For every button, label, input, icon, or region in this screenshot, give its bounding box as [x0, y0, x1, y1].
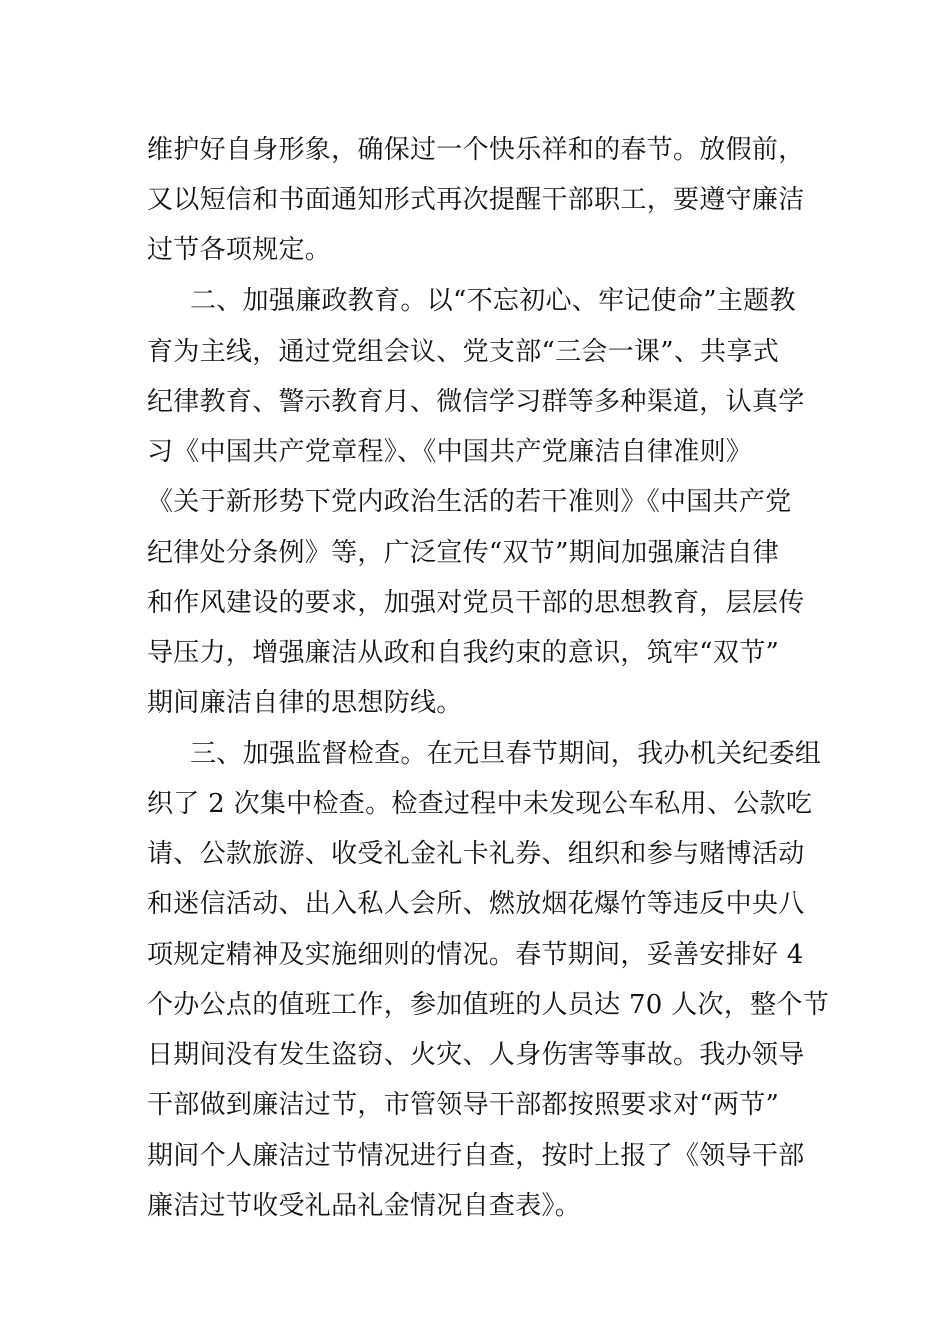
- body-text-line: 请、公款旅游、收受礼金礼卡礼券、组织和参与赌博活动: [147, 839, 805, 869]
- body-text-line: 项规定精神及实施细则的情况。春节期间，妥善安排好 4: [147, 940, 804, 970]
- body-text-line: 《关于新形势下党内政治生活的若干准则》《中国共产党: [147, 487, 792, 517]
- body-text-line: 干部做到廉洁过节，市管领导干部都按照要求对“两节”: [147, 1090, 780, 1120]
- body-text-line: 织了 2 次集中检查。检查过程中未发现公车私用、公款吃: [147, 789, 813, 819]
- body-text-line: 育为主线，通过党组会议、党支部“三会一课”、共享式: [147, 337, 780, 367]
- section-heading-line: 三、加强监督检查。在元旦春节期间，我办机关纪委组: [190, 739, 822, 769]
- body-text-line: 又以短信和书面通知形式再次提醒干部职工，要遵守廉洁: [147, 185, 805, 215]
- body-text-line: 导压力，增强廉洁从政和自我约束的意识，筑牢“双节”: [147, 638, 780, 668]
- body-text-line: 廉洁过节收受礼品礼金情况自查表》。: [147, 1191, 582, 1221]
- body-text-line: 过节各项规定。: [147, 235, 332, 265]
- body-text-line: 日期间没有发生盗窃、火灾、人身伤害等事故。我办领导: [147, 1040, 805, 1070]
- body-text-line: 纪律教育、警示教育月、微信学习群等多种渠道，认真学: [147, 387, 805, 417]
- body-text-line: 和作风建设的要求，加强对党员干部的思想教育，层层传: [147, 588, 805, 618]
- body-text-line: 习《中国共产党章程》、《中国共产党廉洁自律准则》: [147, 437, 753, 467]
- body-text-line: 期间廉洁自律的思想防线。: [147, 688, 463, 718]
- body-text-line: 期间个人廉洁过节情况进行自查，按时上报了《领导干部: [147, 1141, 805, 1171]
- section-heading-line: 二、加强廉政教育。以“不忘初心、牢记使命”主题教: [190, 286, 796, 316]
- body-text-line: 维护好自身形象，确保过一个快乐祥和的春节。放假前，: [147, 135, 805, 165]
- body-text-line: 纪律处分条例》等，广泛宣传“双节”期间加强廉洁自律: [147, 538, 780, 568]
- body-text-line: 个办公点的值班工作，参加值班的人员达 70 人次，整个节: [147, 990, 830, 1020]
- body-text-line: 和迷信活动、出入私人会所、燃放烟花爆竹等违反中央八: [147, 889, 805, 919]
